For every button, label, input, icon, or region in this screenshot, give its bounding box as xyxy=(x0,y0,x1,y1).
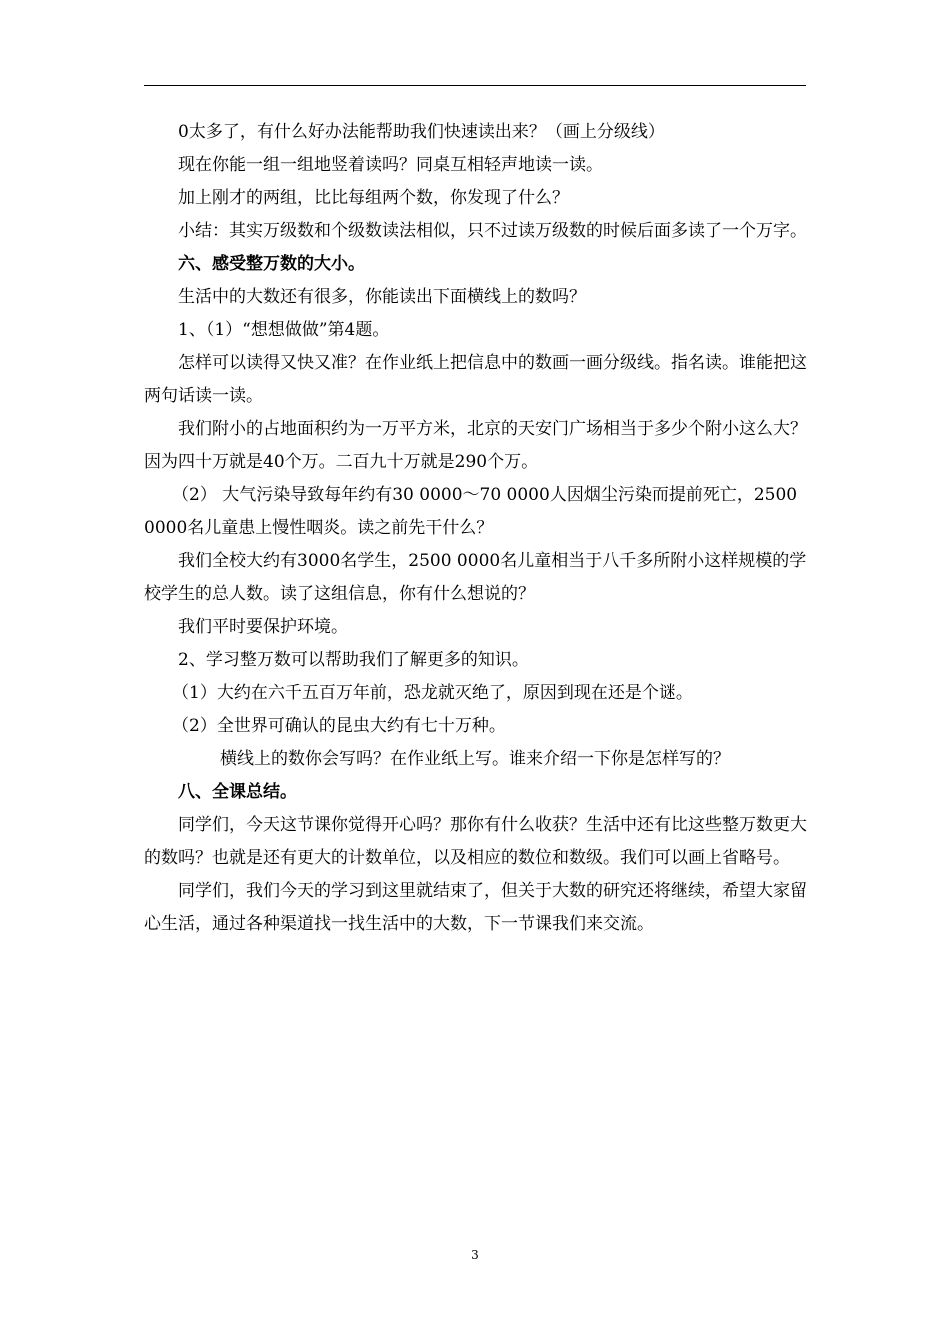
paragraph-6: 1、（1）“想想做做”第4题。 xyxy=(178,320,390,340)
section-heading-8: 八、全课总结。 xyxy=(178,782,297,802)
paragraph-summary: 小结：其实万级数和个级数读法相似，只不过读万级数的时候后面多读了一个万字。 xyxy=(178,221,807,241)
paragraph-14: （2）全世界可确认的昆虫大约有七十万种。 xyxy=(172,716,506,736)
paragraph-9: （2） 大气污染导致每年约有30 0000～70 0000人因烟尘污染而提前死亡，2500 0000名儿童患上慢性咽炎。读之前先干什么？ xyxy=(144,485,798,538)
paragraph-2: 加上刚才的两组，比比每组两个数，你发现了什么？ xyxy=(178,188,569,208)
paragraph-11: 我们平时要保护环境。 xyxy=(178,617,348,637)
paragraph-5: 生活中的大数还有很多，你能读出下面横线上的数吗？ xyxy=(178,287,586,307)
paragraph-7: 怎样可以读得又快又准？在作业纸上把信息中的数画一画分级线。指名读。谁能把这两句话读一读。 xyxy=(144,353,807,406)
paragraph-18: 同学们，我们今天的学习到这里就结束了，但关于大数的研究还将继续，希望大家留心生活，通过各种渠道找一找生活中的大数，下一节课我们来交流。 xyxy=(144,881,807,934)
paragraph-13: （1）大约在六千五百万年前，恐龙就灭绝了，原因到现在还是个谜。 xyxy=(172,683,693,703)
paragraph-15: 横线上的数你会写吗？在作业纸上写。谁来介绍一下你是怎样写的？ xyxy=(220,749,730,769)
document-body xyxy=(144,116,812,941)
paragraph-12: 2、学习整万数可以帮助我们了解更多的知识。 xyxy=(178,650,529,670)
paragraph-1: 现在你能一组一组地竖着读吗？同桌互相轻声地读一读。 xyxy=(178,155,603,175)
paragraph-10: 我们全校大约有3000名学生，2500 0000名儿童相当于八千多所附小这样规模的学校学生的总人数。读了这组信息，你有什么想说的？ xyxy=(144,551,807,604)
paragraph-17: 同学们，今天这节课你觉得开心吗？那你有什么收获？生活中还有比这些整万数更大的数吗？也就是还有更大的计数单位，以及相应的数位和数级。我们可以画上省略号。 xyxy=(144,815,807,868)
section-heading-6: 六、感受整万数的大小。 xyxy=(178,254,365,274)
paragraph-0: 0太多了，有什么好办法能帮助我们快速读出来？（画上分级线） xyxy=(178,122,665,142)
header-rule xyxy=(144,85,806,86)
page-number: 3 xyxy=(471,1248,479,1262)
paragraph-8: 我们附小的占地面积约为一万平方米，北京的天安门广场相当于多少个附小这么大？因为四十万就是40个万。二百九十万就是290个万。 xyxy=(144,419,807,472)
